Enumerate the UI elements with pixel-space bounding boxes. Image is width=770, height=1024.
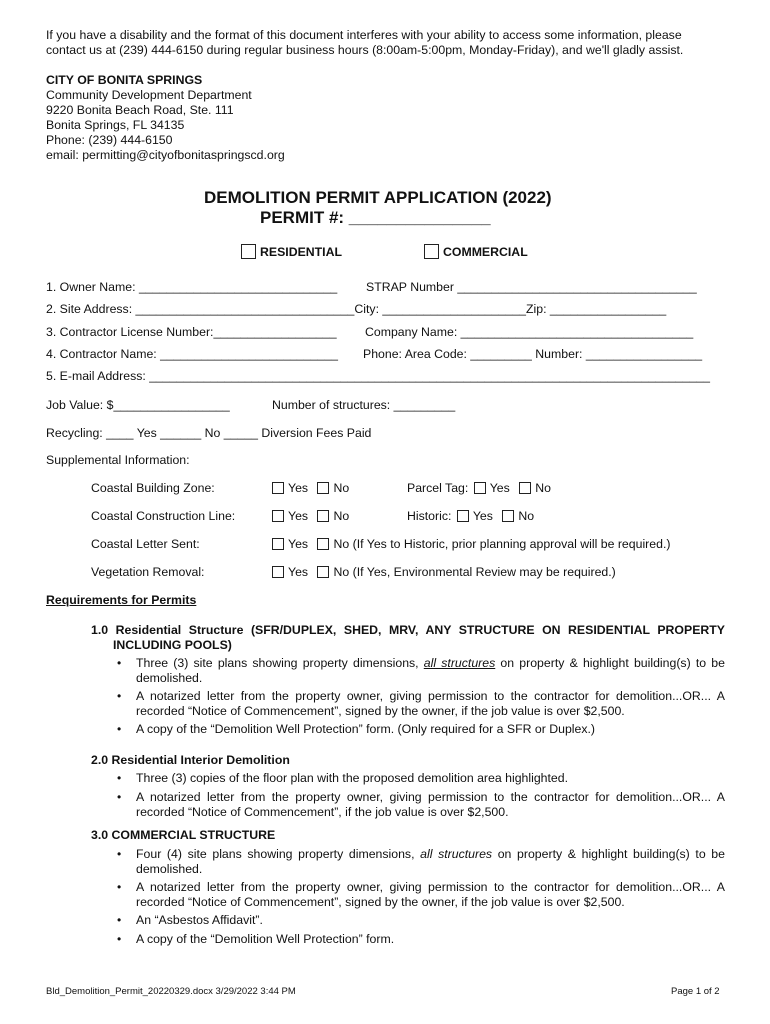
bullet-icon: •: [117, 880, 122, 894]
contractor-name-field[interactable]: 4. Contractor Name: __________________________: [46, 347, 338, 361]
bullet-icon: •: [117, 847, 122, 861]
no-checkbox[interactable]: [317, 538, 329, 550]
no-label: No: [333, 509, 350, 523]
section3-item4: A copy of the “Demolition Well Protection” form.: [136, 932, 395, 946]
section2-heading: 2.0 Residential Interior Demolition: [91, 753, 290, 767]
dept-name: Community Development Department: [46, 88, 252, 102]
yes-checkbox[interactable]: [457, 510, 469, 522]
supp-label: Vegetation Removal:: [91, 565, 205, 579]
supp-yes-no[interactable]: [272, 481, 349, 496]
requirements-heading: Requirements for Permits: [46, 593, 197, 607]
bullet-icon: •: [117, 932, 122, 946]
yes-checkbox[interactable]: [474, 482, 486, 494]
bullet-icon: •: [117, 722, 122, 736]
yes-checkbox[interactable]: [272, 510, 284, 522]
no-checkbox[interactable]: [519, 482, 531, 494]
yes-label: Yes: [288, 537, 309, 551]
yes-checkbox[interactable]: [272, 482, 284, 494]
section3-item3: An “Asbestos Affidavit”.: [136, 913, 263, 927]
no-checkbox[interactable]: [502, 510, 514, 522]
accessibility-notice-line2: contact us at (239) 444-6150 during regular business hours (8:00am-5:00pm, Monday-Friday), and we'll gladly assist.: [46, 43, 684, 57]
org-name: CITY OF BONITA SPRINGS: [46, 73, 203, 87]
supp-label: Coastal Construction Line:: [91, 509, 236, 523]
structures-field[interactable]: Number of structures: _________: [272, 398, 456, 412]
yes-label: Yes: [288, 509, 309, 523]
footer-page-number: Page 1 of 2: [671, 986, 720, 997]
yes-label: Yes: [472, 509, 493, 523]
section2-item2: A notarized letter from the property owner, giving permission to the contractor for demolition...OR... A recorded “Notice of Commencement”, if the job value is over $2,500.: [136, 790, 725, 819]
bullet-icon: •: [117, 771, 122, 785]
commercial-label: COMMERCIAL: [443, 245, 528, 259]
section1-heading: 1.0 Residential Structure (SFR/DUPLEX, SHED, MRV, ANY STRUCTURE ON RESIDENTIAL PROPERTY: [91, 623, 725, 637]
section2-item1: Three (3) copies of the floor plan with the proposed demolition area highlighted.: [136, 771, 569, 785]
no-label: No: [535, 481, 551, 495]
page-title: DEMOLITION PERMIT APPLICATION (2022): [204, 188, 552, 207]
recycling-field[interactable]: Recycling: ____ Yes ______ No _____ Diversion Fees Paid: [46, 426, 372, 440]
job-value-field[interactable]: Job Value: $_________________: [46, 398, 230, 412]
historic-label: Historic:: [407, 509, 452, 523]
email: email: permitting@cityofbonitaspringscd.org: [46, 148, 285, 162]
parcel-tag-label: Parcel Tag:: [407, 481, 469, 495]
historic[interactable]: [407, 509, 534, 524]
company-name-field[interactable]: Company Name: __________________________________: [365, 325, 694, 339]
residential-checkbox[interactable]: [241, 244, 256, 259]
section1-item1: Three (3) site plans showing property dimensions, all structures on property & highlight building(s) to be demolished.: [136, 656, 725, 685]
section1-item2: A notarized letter from the property owner, giving permission to the contractor for demolition...OR... A recorded “Notice of Commencement”, signed by the owner, if the job value is over $2,500.: [136, 689, 725, 718]
yes-label: Yes: [288, 481, 309, 495]
no-checkbox[interactable]: [317, 482, 329, 494]
residential-label: RESIDENTIAL: [260, 245, 342, 259]
supp-label: Coastal Building Zone:: [91, 481, 215, 495]
street-address: 9220 Bonita Beach Road, Ste. 111: [46, 103, 234, 117]
no-checkbox[interactable]: [317, 566, 329, 578]
no-checkbox[interactable]: [317, 510, 329, 522]
section1-heading-cont: INCLUDING POOLS): [113, 638, 232, 652]
supp-yes-no[interactable]: [272, 565, 616, 580]
section3-item1: Four (4) site plans showing property dimensions, all structures on property & highlight building(s) to be demolished.: [136, 847, 725, 876]
residential-option[interactable]: [241, 244, 342, 260]
yes-label: Yes: [489, 481, 510, 495]
yes-checkbox[interactable]: [272, 566, 284, 578]
supplemental-heading: Supplemental Information:: [46, 453, 190, 467]
contractor-phone-field[interactable]: Phone: Area Code: _________ Number: _________________: [363, 347, 703, 361]
footer-filename: Bld_Demolition_Permit_20220329.docx 3/29/2022 3:44 PM: [46, 986, 296, 997]
section3-item2: A notarized letter from the property owner, giving permission to the contractor for demolition...OR... A recorded “Notice of Commencement”, signed by the owner, if the job value is over $2,500.: [136, 880, 725, 909]
no-label: No: [333, 481, 350, 495]
no-label: No: [333, 537, 350, 551]
commercial-checkbox[interactable]: [424, 244, 439, 259]
no-label: No: [518, 509, 535, 523]
accessibility-notice-line1: If you have a disability and the format of this document interferes with your ability to access some information, please: [46, 28, 682, 42]
email-address-field[interactable]: 5. E-mail Address: __________________________________________________________________________________: [46, 369, 710, 383]
owner-name-field[interactable]: 1. Owner Name: _____________________________: [46, 280, 338, 294]
parcel-tag[interactable]: [407, 481, 551, 496]
bullet-icon: •: [117, 790, 122, 804]
permit-number: PERMIT #: _______________: [260, 208, 491, 227]
section3-heading: 3.0 COMMERCIAL STRUCTURE: [91, 828, 276, 842]
bullet-icon: •: [117, 689, 122, 703]
bullet-icon: •: [117, 913, 122, 927]
supp-yes-no[interactable]: [272, 537, 670, 552]
supp-yes-no[interactable]: [272, 509, 349, 524]
site-address-field[interactable]: 2. Site Address: ________________________________City: _____________________Zip: _________________: [46, 302, 667, 316]
vegetation-note: (If Yes, Environmental Review may be required.): [352, 565, 616, 579]
no-label: No: [333, 565, 350, 579]
bullet-icon: •: [117, 656, 122, 670]
section1-item3: A copy of the “Demolition Well Protection” form. (Only required for a SFR or Duplex.): [136, 722, 596, 736]
phone: Phone: (239) 444-6150: [46, 133, 173, 147]
commercial-option[interactable]: [424, 244, 528, 260]
yes-label: Yes: [288, 565, 309, 579]
yes-checkbox[interactable]: [272, 538, 284, 550]
contractor-license-field[interactable]: 3. Contractor License Number:__________________: [46, 325, 337, 339]
historic-note: (If Yes to Historic, prior planning approval will be required.): [352, 537, 671, 551]
strap-number-field[interactable]: STRAP Number ___________________________________: [366, 280, 697, 294]
supp-label: Coastal Letter Sent:: [91, 537, 200, 551]
city-address: Bonita Springs, FL 34135: [46, 118, 185, 132]
